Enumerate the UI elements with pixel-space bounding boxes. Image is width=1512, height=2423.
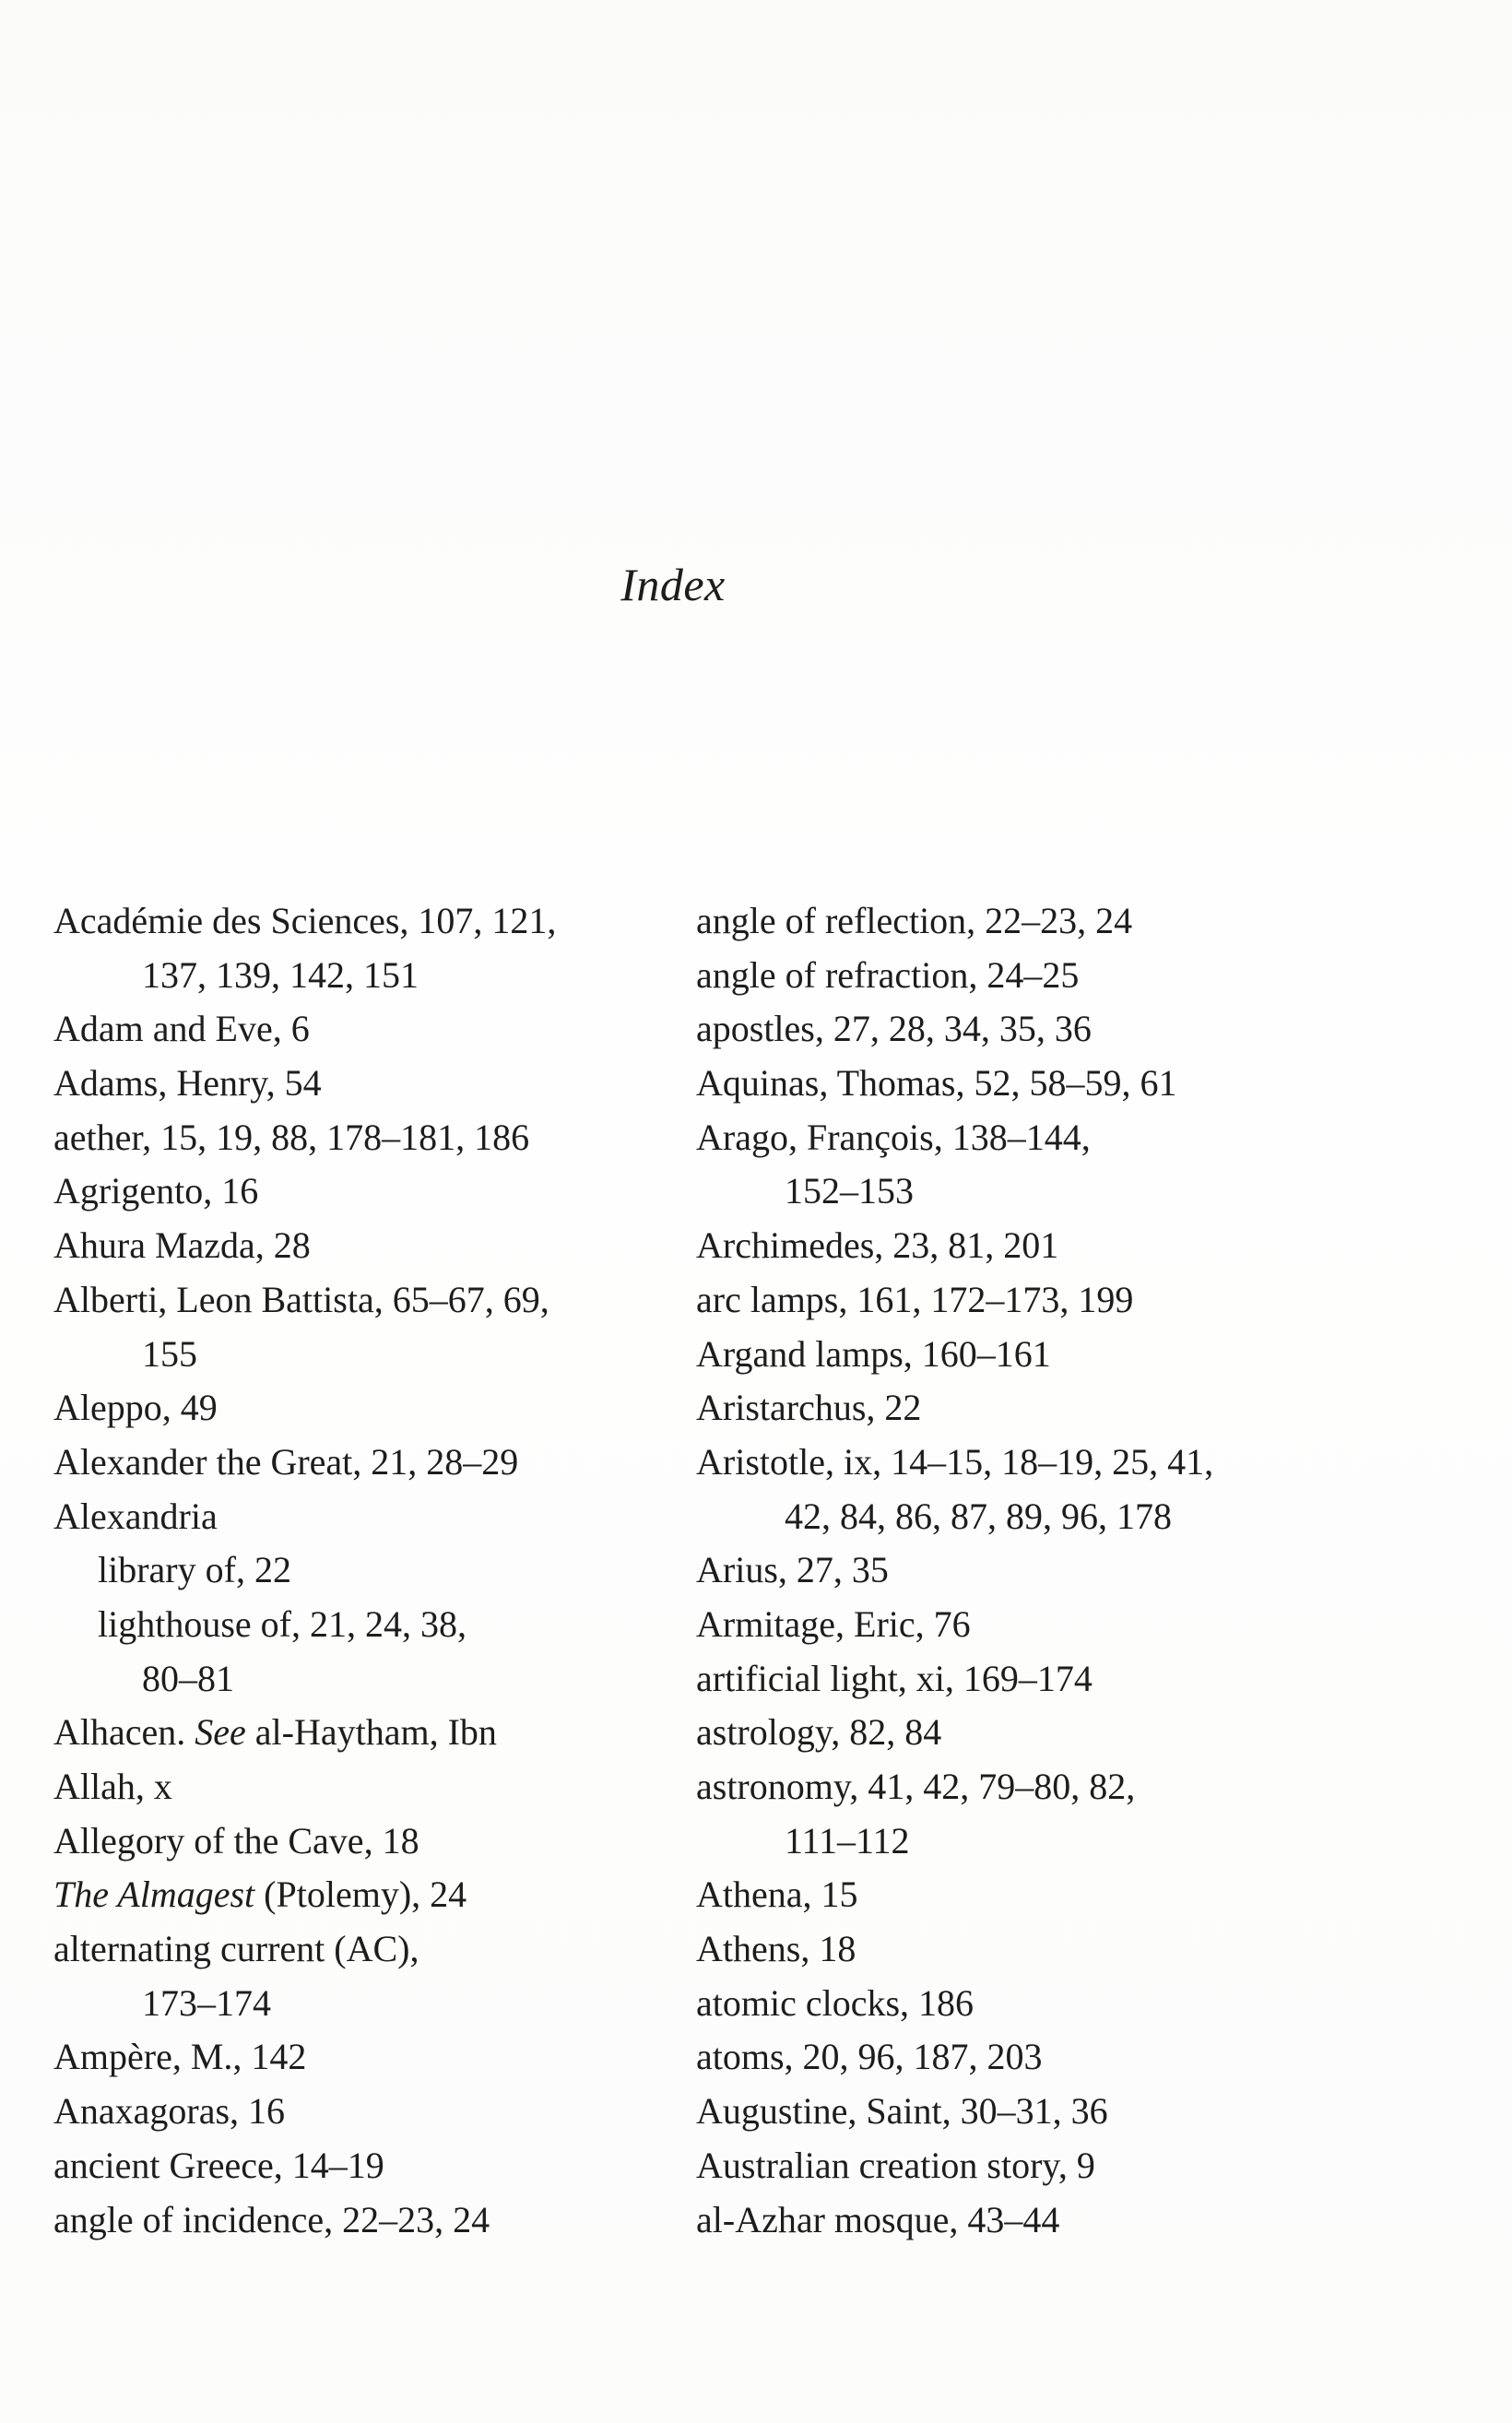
index-entry: Alexander the Great, 21, 28–29 xyxy=(53,1440,519,1483)
index-entry: angle of incidence, 22–23, 24 xyxy=(53,2198,490,2240)
index-entry: angle of refraction, 24–25 xyxy=(696,953,1080,996)
index-entry: arc lamps, 161, 172–173, 199 xyxy=(696,1278,1134,1320)
index-entry-continuation: 152–153 xyxy=(785,1170,914,1212)
index-entry-continuation: 137, 139, 142, 151 xyxy=(142,953,419,996)
index-entry: Aleppo, 49 xyxy=(53,1387,218,1429)
index-entry-continuation: 155 xyxy=(142,1332,197,1375)
index-entry: Alberti, Leon Battista, 65–67, 69, xyxy=(53,1278,549,1320)
index-entry: astronomy, 41, 42, 79–80, 82, xyxy=(696,1766,1136,1807)
index-entry: The Almagest (Ptolemy), 24 xyxy=(53,1873,467,1916)
page-title: Index xyxy=(620,559,726,610)
index-entry: Australian creation story, 9 xyxy=(696,2144,1095,2186)
index-column-right xyxy=(696,894,1323,2247)
index-entry: Arago, François, 138–144, xyxy=(696,1116,1091,1158)
index-entry: Aquinas, Thomas, 52, 58–59, 61 xyxy=(696,1062,1177,1105)
index-entry-continuation: 42, 84, 86, 87, 89, 96, 178 xyxy=(785,1495,1172,1537)
index-entry: Athena, 15 xyxy=(696,1873,858,1916)
index-entry: astrology, 82, 84 xyxy=(696,1711,942,1754)
index-entry: aether, 15, 19, 88, 178–181, 186 xyxy=(53,1116,530,1158)
index-entry: Adam and Eve, 6 xyxy=(53,1008,310,1050)
index-entry: Athens, 18 xyxy=(696,1928,856,1970)
index-entry: alternating current (AC), xyxy=(53,1928,419,1970)
index-entry: Allah, x xyxy=(53,1766,172,1807)
index-entry: Augustine, Saint, 30–31, 36 xyxy=(696,2090,1108,2133)
index-entry: Allegory of the Cave, 18 xyxy=(53,1819,419,1862)
index-entry: Argand lamps, 160–161 xyxy=(696,1332,1051,1375)
index-entry: Archimedes, 23, 81, 201 xyxy=(696,1224,1059,1267)
index-entry: Ampère, M., 142 xyxy=(53,2036,307,2078)
index-entry: Anaxagoras, 16 xyxy=(53,2090,286,2133)
index-entry: atoms, 20, 96, 187, 203 xyxy=(696,2036,1043,2078)
index-column-left xyxy=(53,894,680,2247)
index-subentry: lighthouse of, 21, 24, 38, xyxy=(98,1602,467,1645)
index-entry: Adams, Henry, 54 xyxy=(53,1062,322,1105)
index-entry: Armitage, Eric, 76 xyxy=(696,1602,971,1645)
index-entry-continuation: 173–174 xyxy=(142,1981,271,2024)
index-entry: apostles, 27, 28, 34, 35, 36 xyxy=(696,1008,1092,1050)
index-entry-continuation: 111–112 xyxy=(785,1819,910,1862)
index-entry: angle of reflection, 22–23, 24 xyxy=(696,900,1133,941)
index-entry-continuation: 80–81 xyxy=(142,1657,234,1699)
index-entry: atomic clocks, 186 xyxy=(696,1981,975,2024)
index-entry: Aristotle, ix, 14–15, 18–19, 25, 41, xyxy=(696,1440,1214,1483)
index-entry: Agrigento, 16 xyxy=(53,1170,259,1212)
index-entry: Alhacen. See al-Haytham, Ibn xyxy=(53,1711,497,1754)
index-entry: Académie des Sciences, 107, 121, xyxy=(53,900,557,941)
index-entry: Ahura Mazda, 28 xyxy=(53,1224,311,1267)
index-entry: Aristarchus, 22 xyxy=(696,1387,922,1429)
index-entry: Arius, 27, 35 xyxy=(696,1549,889,1591)
index-entry: ancient Greece, 14–19 xyxy=(53,2144,384,2186)
index-subentry: library of, 22 xyxy=(98,1549,291,1591)
index-entry: al-Azhar mosque, 43–44 xyxy=(696,2198,1060,2240)
index-entry: Alexandria xyxy=(53,1495,218,1537)
index-entry: artificial light, xi, 169–174 xyxy=(696,1657,1093,1699)
